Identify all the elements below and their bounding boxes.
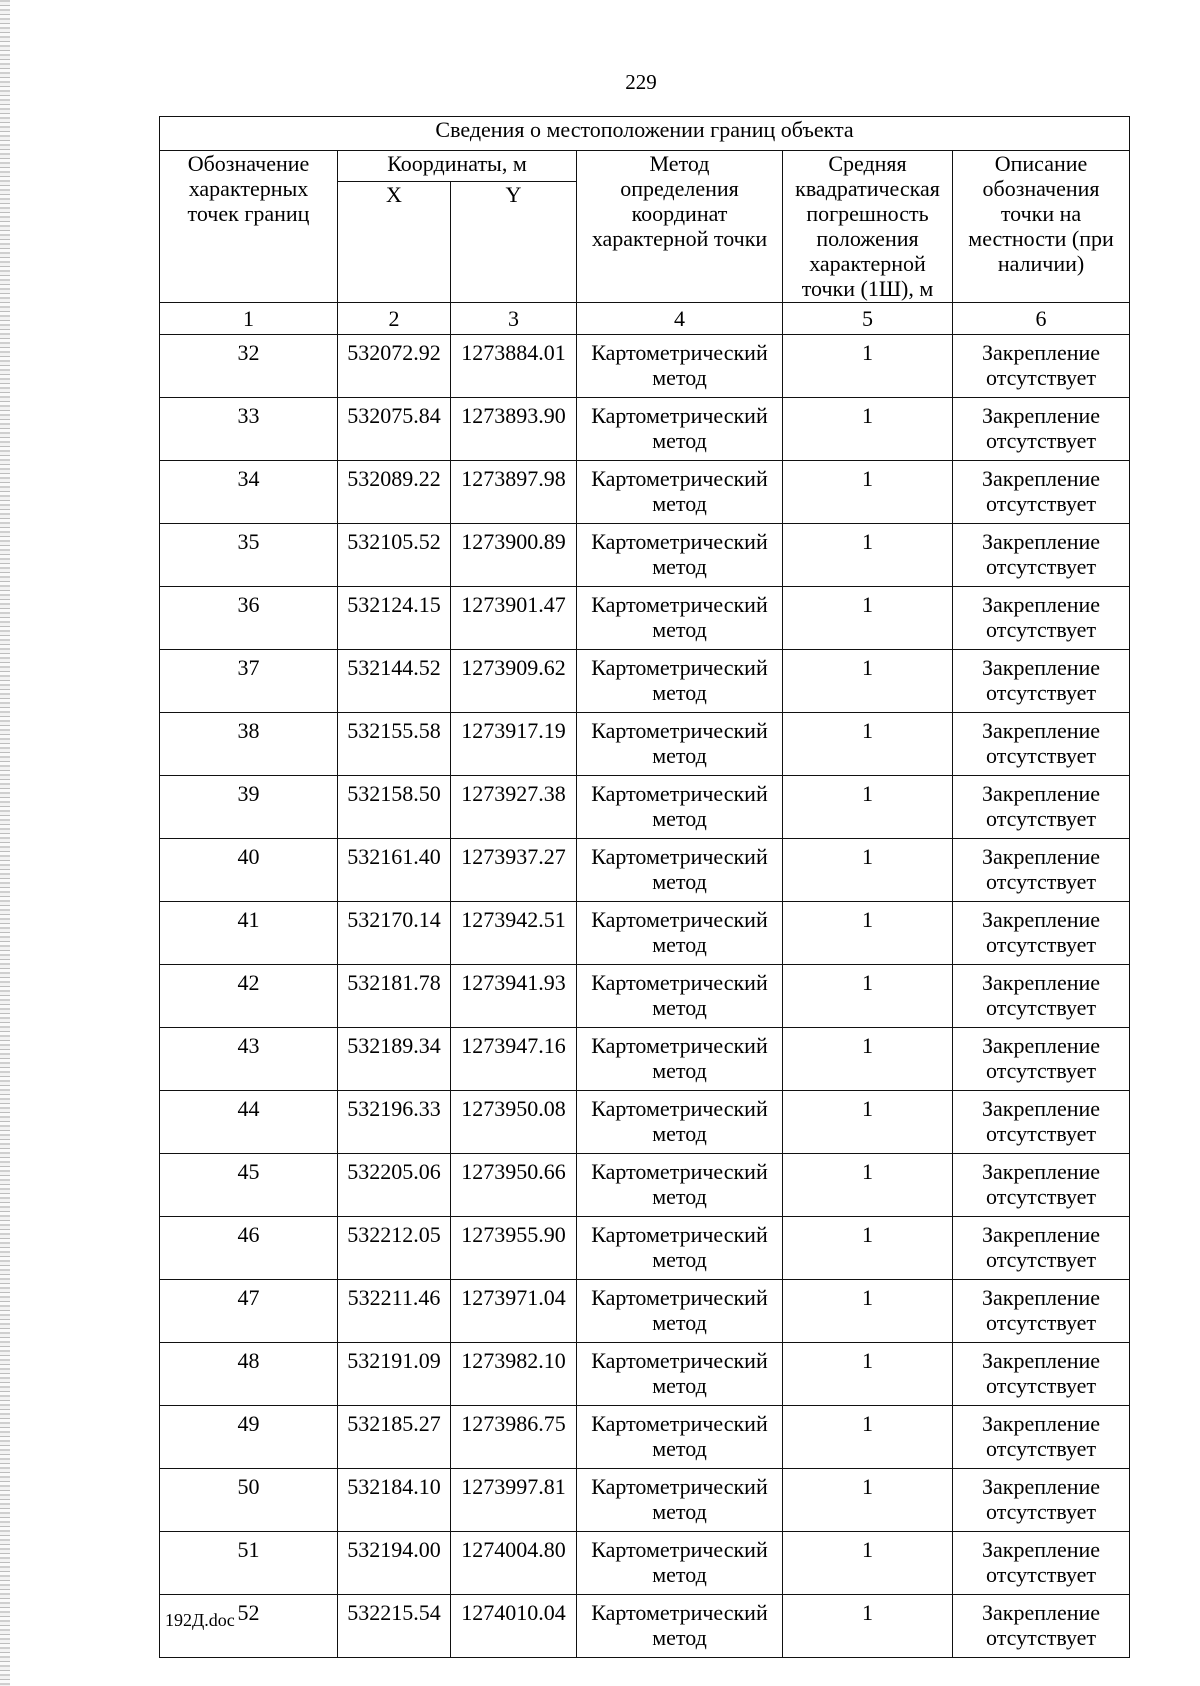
description-line: отсутствует bbox=[986, 1247, 1097, 1272]
error-cell: 1 bbox=[783, 1406, 953, 1469]
header-error: Средняя квадратическая погрешность положения характерной точки (1Ш), м bbox=[783, 151, 953, 303]
y-coordinate-cell: 1273897.98 bbox=[451, 461, 577, 524]
method-line: Картометрический bbox=[591, 1348, 768, 1373]
point-number-cell: 45 bbox=[160, 1154, 338, 1217]
column-number: 4 bbox=[577, 303, 783, 335]
method-line: метод bbox=[652, 1373, 707, 1398]
description-line: отсутствует bbox=[986, 869, 1097, 894]
method-cell bbox=[577, 839, 783, 902]
method-cell bbox=[577, 1406, 783, 1469]
method-line: метод bbox=[652, 1058, 707, 1083]
x-coordinate-cell: 532075.84 bbox=[338, 398, 451, 461]
method-line: Картометрический bbox=[591, 970, 768, 995]
method-line: метод bbox=[652, 1562, 707, 1587]
method-line: Картометрический bbox=[591, 1033, 768, 1058]
method-line: Картометрический bbox=[591, 466, 768, 491]
error-cell: 1 bbox=[783, 524, 953, 587]
description-line: Закрепление bbox=[981, 1537, 1101, 1562]
method-line: Картометрический bbox=[591, 1600, 768, 1625]
point-number-cell: 41 bbox=[160, 902, 338, 965]
description-cell bbox=[953, 1028, 1130, 1091]
point-number-cell: 38 bbox=[160, 713, 338, 776]
description-line: отсутствует bbox=[986, 1121, 1097, 1146]
method-line: Картометрический bbox=[591, 1159, 768, 1184]
method-cell bbox=[577, 1343, 783, 1406]
method-line: Картометрический bbox=[591, 1537, 768, 1562]
error-cell: 1 bbox=[783, 1343, 953, 1406]
y-coordinate-cell: 1273971.04 bbox=[451, 1280, 577, 1343]
method-line: метод bbox=[652, 1499, 707, 1524]
method-line: Картометрический bbox=[591, 907, 768, 932]
description-line: отсутствует bbox=[986, 1562, 1097, 1587]
method-line: метод bbox=[652, 554, 707, 579]
description-line: отсутствует bbox=[986, 1499, 1097, 1524]
table-row bbox=[160, 650, 1130, 713]
x-coordinate-cell: 532072.92 bbox=[338, 335, 451, 398]
method-cell bbox=[577, 713, 783, 776]
description-cell bbox=[953, 335, 1130, 398]
point-number-cell: 44 bbox=[160, 1091, 338, 1154]
y-coordinate-cell: 1273901.47 bbox=[451, 587, 577, 650]
table-row bbox=[160, 524, 1130, 587]
y-coordinate-cell: 1273900.89 bbox=[451, 524, 577, 587]
x-coordinate-cell: 532089.22 bbox=[338, 461, 451, 524]
x-coordinate-cell: 532211.46 bbox=[338, 1280, 451, 1343]
table-row bbox=[160, 1091, 1130, 1154]
description-line: Закрепление bbox=[981, 592, 1101, 617]
description-line: отсутствует bbox=[986, 1436, 1097, 1461]
description-line: отсутствует bbox=[986, 806, 1097, 831]
description-cell bbox=[953, 461, 1130, 524]
method-line: метод bbox=[652, 932, 707, 957]
point-number-cell: 42 bbox=[160, 965, 338, 1028]
error-cell: 1 bbox=[783, 776, 953, 839]
column-number-row bbox=[160, 303, 1130, 335]
table-row bbox=[160, 965, 1130, 1028]
y-coordinate-cell: 1273917.19 bbox=[451, 713, 577, 776]
method-line: Картометрический bbox=[591, 1222, 768, 1247]
error-cell: 1 bbox=[783, 1595, 953, 1658]
method-line: Картометрический bbox=[591, 592, 768, 617]
description-line: Закрепление bbox=[981, 1033, 1101, 1058]
point-number-cell: 47 bbox=[160, 1280, 338, 1343]
table-row bbox=[160, 1532, 1130, 1595]
method-cell bbox=[577, 1595, 783, 1658]
y-coordinate-cell: 1273942.51 bbox=[451, 902, 577, 965]
x-coordinate-cell: 532155.58 bbox=[338, 713, 451, 776]
description-line: Закрепление bbox=[981, 529, 1101, 554]
method-line: метод bbox=[652, 995, 707, 1020]
description-line: Закрепление bbox=[981, 781, 1101, 806]
description-cell bbox=[953, 1154, 1130, 1217]
description-line: Закрепление bbox=[981, 1348, 1101, 1373]
error-cell: 1 bbox=[783, 1154, 953, 1217]
point-number-cell: 33 bbox=[160, 398, 338, 461]
method-line: Картометрический bbox=[591, 403, 768, 428]
header-x: X bbox=[338, 182, 451, 303]
point-number-cell: 52 bbox=[160, 1595, 338, 1658]
table-row bbox=[160, 902, 1130, 965]
description-line: отсутствует bbox=[986, 365, 1097, 390]
method-line: метод bbox=[652, 869, 707, 894]
table-row bbox=[160, 335, 1130, 398]
description-line: Закрепление bbox=[981, 1096, 1101, 1121]
column-number: 2 bbox=[338, 303, 451, 335]
column-number: 6 bbox=[953, 303, 1130, 335]
method-line: метод bbox=[652, 491, 707, 516]
x-coordinate-cell: 532161.40 bbox=[338, 839, 451, 902]
table-row bbox=[160, 587, 1130, 650]
table-row bbox=[160, 1154, 1130, 1217]
y-coordinate-cell: 1273955.90 bbox=[451, 1217, 577, 1280]
description-line: отсутствует bbox=[986, 491, 1097, 516]
y-coordinate-cell: 1273950.08 bbox=[451, 1091, 577, 1154]
method-line: Картометрический bbox=[591, 844, 768, 869]
description-line: Закрепление bbox=[981, 1474, 1101, 1499]
error-cell: 1 bbox=[783, 587, 953, 650]
method-line: метод bbox=[652, 1121, 707, 1146]
method-cell bbox=[577, 587, 783, 650]
x-coordinate-cell: 532189.34 bbox=[338, 1028, 451, 1091]
y-coordinate-cell: 1273982.10 bbox=[451, 1343, 577, 1406]
table-row bbox=[160, 461, 1130, 524]
method-line: Картометрический bbox=[591, 340, 768, 365]
point-number-cell: 39 bbox=[160, 776, 338, 839]
method-cell bbox=[577, 335, 783, 398]
y-coordinate-cell: 1273909.62 bbox=[451, 650, 577, 713]
method-line: метод bbox=[652, 743, 707, 768]
table-body bbox=[160, 335, 1130, 1658]
x-coordinate-cell: 532158.50 bbox=[338, 776, 451, 839]
description-line: Закрепление bbox=[981, 844, 1101, 869]
description-line: отсутствует bbox=[986, 1373, 1097, 1398]
point-number-cell: 49 bbox=[160, 1406, 338, 1469]
description-line: Закрепление bbox=[981, 1600, 1101, 1625]
method-cell bbox=[577, 1532, 783, 1595]
point-number-cell: 50 bbox=[160, 1469, 338, 1532]
method-cell bbox=[577, 965, 783, 1028]
table-row bbox=[160, 1217, 1130, 1280]
x-coordinate-cell: 532215.54 bbox=[338, 1595, 451, 1658]
error-cell: 1 bbox=[783, 1469, 953, 1532]
x-coordinate-cell: 532170.14 bbox=[338, 902, 451, 965]
error-cell: 1 bbox=[783, 713, 953, 776]
description-cell bbox=[953, 1532, 1130, 1595]
method-line: Картометрический bbox=[591, 1411, 768, 1436]
y-coordinate-cell: 1274010.04 bbox=[451, 1595, 577, 1658]
column-number: 5 bbox=[783, 303, 953, 335]
error-cell: 1 bbox=[783, 1217, 953, 1280]
scan-left-edge bbox=[0, 0, 10, 1686]
method-cell bbox=[577, 398, 783, 461]
table-row bbox=[160, 1595, 1130, 1658]
method-line: Картометрический bbox=[591, 781, 768, 806]
error-cell: 1 bbox=[783, 398, 953, 461]
y-coordinate-cell: 1273927.38 bbox=[451, 776, 577, 839]
x-coordinate-cell: 532105.52 bbox=[338, 524, 451, 587]
method-cell bbox=[577, 524, 783, 587]
description-line: Закрепление bbox=[981, 403, 1101, 428]
description-cell bbox=[953, 776, 1130, 839]
description-cell bbox=[953, 1217, 1130, 1280]
header-designation: Обозначение характерных точек границ bbox=[160, 151, 338, 303]
x-coordinate-cell: 532196.33 bbox=[338, 1091, 451, 1154]
x-coordinate-cell: 532191.09 bbox=[338, 1343, 451, 1406]
description-line: Закрепление bbox=[981, 1411, 1101, 1436]
description-line: Закрепление bbox=[981, 1285, 1101, 1310]
method-cell bbox=[577, 902, 783, 965]
point-number-cell: 34 bbox=[160, 461, 338, 524]
y-coordinate-cell: 1273997.81 bbox=[451, 1469, 577, 1532]
method-cell bbox=[577, 650, 783, 713]
description-line: отсутствует bbox=[986, 932, 1097, 957]
method-line: метод bbox=[652, 1625, 707, 1650]
table-row bbox=[160, 1028, 1130, 1091]
method-line: метод bbox=[652, 1436, 707, 1461]
column-number: 1 bbox=[160, 303, 338, 335]
y-coordinate-cell: 1273893.90 bbox=[451, 398, 577, 461]
method-line: метод bbox=[652, 806, 707, 831]
error-cell: 1 bbox=[783, 1028, 953, 1091]
header-coordinates: Координаты, м bbox=[338, 151, 577, 182]
description-cell bbox=[953, 713, 1130, 776]
point-number-cell: 35 bbox=[160, 524, 338, 587]
description-cell bbox=[953, 1091, 1130, 1154]
method-cell bbox=[577, 1469, 783, 1532]
error-cell: 1 bbox=[783, 1280, 953, 1343]
table-row bbox=[160, 776, 1130, 839]
method-cell bbox=[577, 1091, 783, 1154]
method-line: метод bbox=[652, 1184, 707, 1209]
error-cell: 1 bbox=[783, 1091, 953, 1154]
y-coordinate-cell: 1273884.01 bbox=[451, 335, 577, 398]
description-line: отсутствует bbox=[986, 1310, 1097, 1335]
table-row bbox=[160, 398, 1130, 461]
column-number: 3 bbox=[451, 303, 577, 335]
x-coordinate-cell: 532181.78 bbox=[338, 965, 451, 1028]
description-line: Закрепление bbox=[981, 340, 1101, 365]
description-cell bbox=[953, 1406, 1130, 1469]
point-number-cell: 46 bbox=[160, 1217, 338, 1280]
table-title: Сведения о местоположении границ объекта bbox=[160, 117, 1130, 151]
y-coordinate-cell: 1273937.27 bbox=[451, 839, 577, 902]
method-line: метод bbox=[652, 1247, 707, 1272]
method-line: Картометрический bbox=[591, 1474, 768, 1499]
method-line: Картометрический bbox=[591, 1096, 768, 1121]
page-number: 229 bbox=[625, 70, 657, 94]
table-row bbox=[160, 1469, 1130, 1532]
x-coordinate-cell: 532144.52 bbox=[338, 650, 451, 713]
description-line: отсутствует bbox=[986, 680, 1097, 705]
header-description: Описание обозначения точки на местности (при наличии) bbox=[953, 151, 1130, 303]
y-coordinate-cell: 1274004.80 bbox=[451, 1532, 577, 1595]
description-cell bbox=[953, 587, 1130, 650]
footer-filename: 192Д.doc bbox=[165, 1610, 235, 1630]
description-cell bbox=[953, 1280, 1130, 1343]
description-cell bbox=[953, 839, 1130, 902]
x-coordinate-cell: 532185.27 bbox=[338, 1406, 451, 1469]
description-line: отсутствует bbox=[986, 554, 1097, 579]
table-row bbox=[160, 1280, 1130, 1343]
point-number-cell: 36 bbox=[160, 587, 338, 650]
x-coordinate-cell: 532124.15 bbox=[338, 587, 451, 650]
description-line: отсутствует bbox=[986, 743, 1097, 768]
method-cell bbox=[577, 1028, 783, 1091]
description-cell bbox=[953, 1469, 1130, 1532]
point-number-cell: 37 bbox=[160, 650, 338, 713]
point-number-cell: 51 bbox=[160, 1532, 338, 1595]
point-number-cell: 43 bbox=[160, 1028, 338, 1091]
description-line: Закрепление bbox=[981, 655, 1101, 680]
error-cell: 1 bbox=[783, 965, 953, 1028]
error-cell: 1 bbox=[783, 1532, 953, 1595]
point-number-cell: 32 bbox=[160, 335, 338, 398]
error-cell: 1 bbox=[783, 335, 953, 398]
description-cell bbox=[953, 398, 1130, 461]
method-line: Картометрический bbox=[591, 529, 768, 554]
description-cell bbox=[953, 650, 1130, 713]
error-cell: 1 bbox=[783, 461, 953, 524]
y-coordinate-cell: 1273941.93 bbox=[451, 965, 577, 1028]
y-coordinate-cell: 1273950.66 bbox=[451, 1154, 577, 1217]
header-method: Метод определения координат характерной точки bbox=[577, 151, 783, 303]
method-cell bbox=[577, 1217, 783, 1280]
x-coordinate-cell: 532184.10 bbox=[338, 1469, 451, 1532]
y-coordinate-cell: 1273986.75 bbox=[451, 1406, 577, 1469]
x-coordinate-cell: 532194.00 bbox=[338, 1532, 451, 1595]
method-line: Картометрический bbox=[591, 655, 768, 680]
method-line: Картометрический bbox=[591, 1285, 768, 1310]
error-cell: 1 bbox=[783, 902, 953, 965]
table-row bbox=[160, 713, 1130, 776]
y-coordinate-cell: 1273947.16 bbox=[451, 1028, 577, 1091]
description-line: Закрепление bbox=[981, 718, 1101, 743]
description-line: отсутствует bbox=[986, 1184, 1097, 1209]
table-row bbox=[160, 839, 1130, 902]
header-y: Y bbox=[451, 182, 577, 303]
description-line: отсутствует bbox=[986, 995, 1097, 1020]
description-line: Закрепление bbox=[981, 907, 1101, 932]
table-row bbox=[160, 1343, 1130, 1406]
description-line: Закрепление bbox=[981, 970, 1101, 995]
method-cell bbox=[577, 1154, 783, 1217]
description-line: отсутствует bbox=[986, 617, 1097, 642]
x-coordinate-cell: 532212.05 bbox=[338, 1217, 451, 1280]
error-cell: 1 bbox=[783, 650, 953, 713]
method-line: метод bbox=[652, 428, 707, 453]
method-line: метод bbox=[652, 680, 707, 705]
x-coordinate-cell: 532205.06 bbox=[338, 1154, 451, 1217]
method-cell bbox=[577, 461, 783, 524]
point-number-cell: 40 bbox=[160, 839, 338, 902]
description-cell bbox=[953, 965, 1130, 1028]
point-number-cell: 48 bbox=[160, 1343, 338, 1406]
method-line: Картометрический bbox=[591, 718, 768, 743]
description-line: Закрепление bbox=[981, 466, 1101, 491]
description-line: Закрепление bbox=[981, 1159, 1101, 1184]
description-cell bbox=[953, 902, 1130, 965]
method-line: метод bbox=[652, 617, 707, 642]
error-cell: 1 bbox=[783, 839, 953, 902]
table-row bbox=[160, 1406, 1130, 1469]
method-cell bbox=[577, 776, 783, 839]
description-line: отсутствует bbox=[986, 428, 1097, 453]
description-line: отсутствует bbox=[986, 1058, 1097, 1083]
description-cell bbox=[953, 1343, 1130, 1406]
method-line: метод bbox=[652, 365, 707, 390]
method-line: метод bbox=[652, 1310, 707, 1335]
description-cell bbox=[953, 524, 1130, 587]
description-line: отсутствует bbox=[986, 1625, 1097, 1650]
method-cell bbox=[577, 1280, 783, 1343]
description-line: Закрепление bbox=[981, 1222, 1101, 1247]
boundary-coordinates-table bbox=[159, 116, 1130, 1658]
description-cell bbox=[953, 1595, 1130, 1658]
